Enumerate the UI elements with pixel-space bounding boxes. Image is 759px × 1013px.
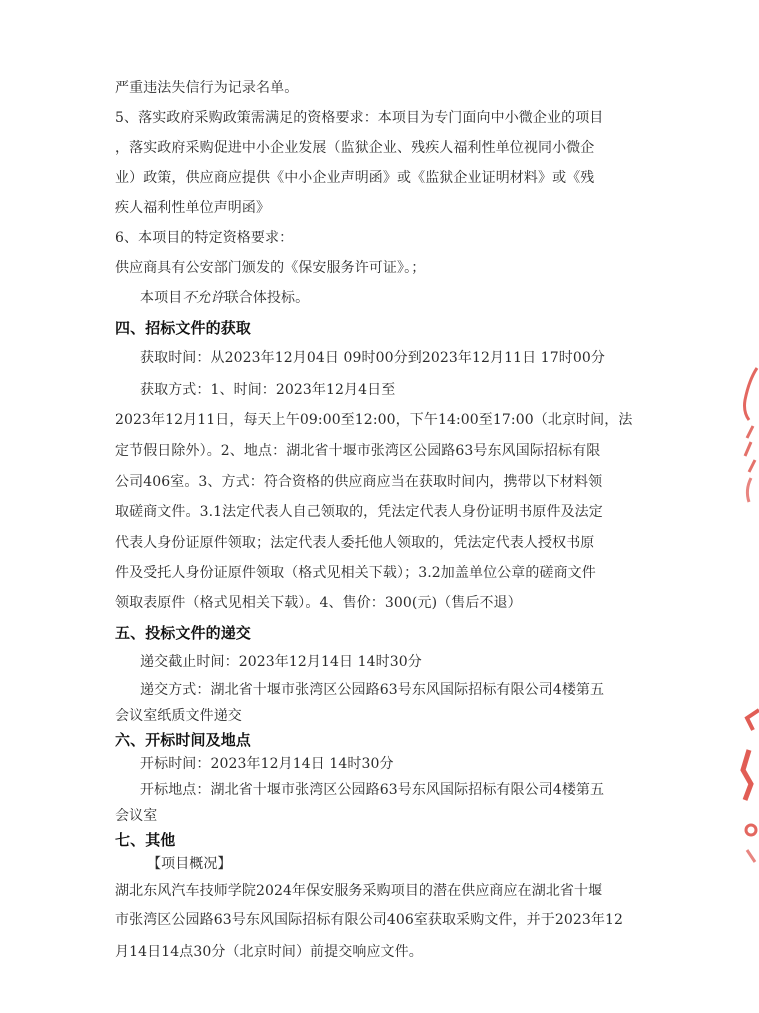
text-span: 联合体投标。 bbox=[224, 290, 310, 306]
text-line: 件及受托人身份证原件领取（格式见相关下载）；3.2加盖单位公章的磋商文件 bbox=[115, 565, 596, 581]
text-line: 市张湾区公园路63号东风国际招标有限公司406室获取采购文件，并于2023年12 bbox=[115, 912, 623, 928]
text-line: 代表人身份证原件领取；法定代表人委托他人领取的，凭法定代表人授权书原 bbox=[115, 535, 595, 551]
text-line: 疾人福利性单位声明函》 bbox=[115, 200, 271, 216]
section-heading-5: 五、投标文件的递交 bbox=[115, 624, 251, 642]
text-span: 本项目 bbox=[140, 290, 183, 306]
text-line: 递交方式：湖北省十堰市张湾区公园路63号东风国际招标有限公司4楼第五 bbox=[140, 682, 605, 698]
text-line: ，落实政府采购促进中小企业发展（监狱企业、残疾人福利性单位视同小微企 bbox=[115, 140, 595, 156]
text-line: 会议室纸质文件递交 bbox=[115, 708, 242, 724]
text-line: 业）政策，供应商应提供《中小企业声明函》或《监狱企业证明材料》或《残 bbox=[115, 170, 595, 186]
text-span-italic: 不允许 bbox=[182, 290, 225, 306]
text-line: 供应商具有公安部门颁发的《保安服务许可证》。； bbox=[115, 260, 426, 276]
text-line: 递交截止时间：2023年12月14日 14时30分 bbox=[140, 654, 422, 670]
text-line: 取磋商文件。3.1法定代表人自己领取的，凭法定代表人身份证明书原件及法定 bbox=[115, 504, 603, 520]
project-overview-label: 【项目概况】 bbox=[147, 856, 232, 872]
section-heading-6: 六、开标时间及地点 bbox=[115, 731, 251, 749]
text-line: 获取时间：从2023年12月04日 09时00分到2023年12月11日 17时00分 bbox=[140, 350, 605, 366]
text-line: 领取表原件（格式见相关下载）。4、售价：300(元)（售后不退） bbox=[115, 595, 522, 611]
section-heading-7: 七、其他 bbox=[115, 831, 176, 849]
text-line: 开标时间：2023年12月14日 14时30分 bbox=[140, 756, 394, 772]
text-line: 月14日14点30分（北京时间）前提交响应文件。 bbox=[115, 944, 423, 960]
seal-stamp-lower bbox=[737, 700, 759, 870]
text-line: 开标地点：湖北省十堰市张湾区公园路63号东风国际招标有限公司4楼第五 bbox=[140, 782, 605, 798]
seal-stamp-upper bbox=[737, 360, 759, 510]
text-line: 严重违法失信行为记录名单。 bbox=[115, 80, 299, 96]
text-line: 获取方式：1、时间：2023年12月4日至 bbox=[140, 382, 396, 398]
text-line: 公司406室。3、方式：符合资格的供应商应当在获取时间内，携带以下材料领 bbox=[115, 474, 603, 490]
text-line: 会议室 bbox=[115, 808, 158, 824]
qualification-item-5: 5、落实政府采购政策需满足的资格要求：本项目为专门面向中小微企业的项目 bbox=[115, 110, 604, 126]
text-line: 湖北东风汽车技师学院2024年保安服务采购项目的潜在供应商应在湖北省十堰 bbox=[115, 883, 603, 899]
qualification-item-6: 6、本项目的特定资格要求： bbox=[115, 230, 294, 246]
text-line: 定节假日除外）。2、地点：湖北省十堰市张湾区公园路63号东风国际招标有限 bbox=[115, 443, 601, 459]
text-line: 2023年12月11日，每天上午09:00至12:00，下午14:00至17:00（北京时间，法 bbox=[115, 412, 633, 428]
consortium-statement bbox=[140, 288, 680, 308]
section-heading-4: 四、招标文件的获取 bbox=[115, 319, 251, 337]
